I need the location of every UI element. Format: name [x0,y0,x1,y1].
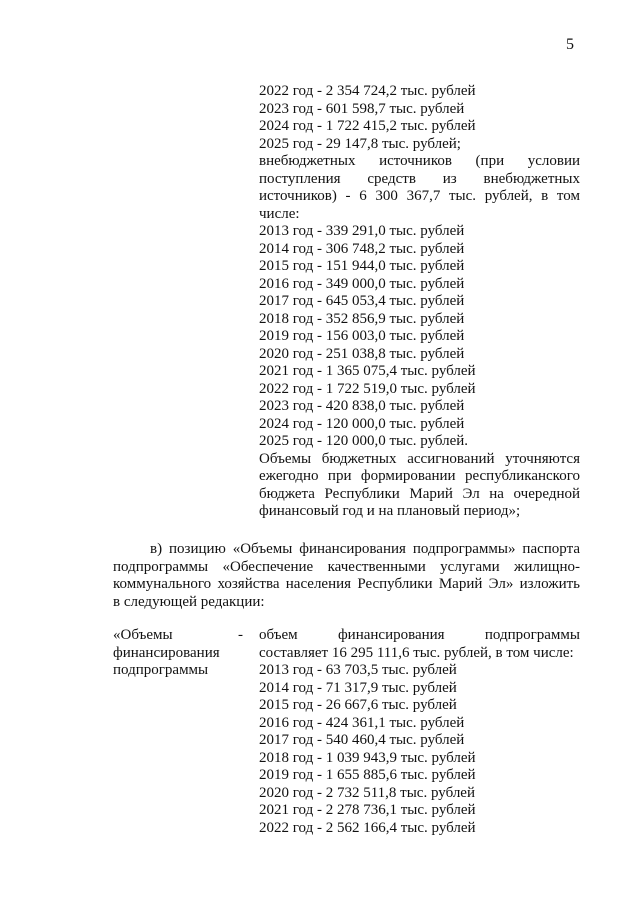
year-line: 2023 год - 601 598,7 тыс. рублей [259,100,465,117]
position-label [113,627,248,680]
page-number: 5 [566,36,574,53]
position-value [259,627,580,837]
paragraph-line: подпрограммы «Обеспечение качественными услугами жилищно- [113,558,580,575]
extrabudget-text-line: поступления средств из внебюджетных [259,170,580,187]
year-line: 2014 год - 71 317,9 тыс. рублей [259,679,457,696]
paragraph-v [113,541,580,611]
year-line: 2022 год - 1 722 519,0 тыс. рублей [259,380,476,397]
year-line: 2017 год - 540 460,4 тыс. рублей [259,732,465,748]
year-line: 2020 год - 2 732 511,8 тыс. рублей [259,784,475,801]
year-line: 2015 год - 151 944,0 тыс. рублей [259,258,465,274]
note-line: бюджета Республики Марий Эл на очередной [259,485,580,502]
year-line: 2017 год - 645 053,4 тыс. рублей [259,293,465,309]
year-line: 2025 год - 29 147,8 тыс. рублей; [259,135,461,152]
year-line: 2018 год - 352 856,9 тыс. рублей [259,310,465,327]
year-line: 2024 год - 120 000,0 тыс. рублей [259,415,465,432]
year-line: 2018 год - 1 039 943,9 тыс. рублей [259,749,476,766]
year-line: 2023 год - 420 838,0 тыс. рублей [259,398,465,414]
year-line: 2025 год - 120 000,0 тыс. рублей. [259,433,469,449]
top-funding-block [259,83,580,521]
paragraph-line: в) позицию «Объемы финансирования подпрограммы» паспорта [150,541,580,557]
year-line: 2013 год - 63 703,5 тыс. рублей [259,662,457,678]
year-line: 2019 год - 1 655 885,6 тыс. рублей [259,767,476,783]
value-line: составляет 16 295 111,6 тыс. рублей, в том числе: [259,644,574,661]
year-line: 2024 год - 1 722 415,2 тыс. рублей [259,118,476,134]
label-line: финансирования [113,644,220,661]
year-line: 2022 год - 2 354 724,2 тыс. рублей [259,83,476,99]
year-line: 2013 год - 339 291,0 тыс. рублей [259,223,465,239]
year-line: 2016 год - 349 000,0 тыс. рублей [259,275,465,292]
paragraph-line: коммунального хозяйства населения Республики Марий Эл» изложить [113,576,580,592]
year-line: 2019 год - 156 003,0 тыс. рублей [259,328,465,344]
year-line: 2021 год - 1 365 075,4 тыс. рублей [259,363,476,379]
extrabudget-text-line: источников) - 6 300 367,7 тыс. рублей, в том [259,188,580,204]
note-line: финансовый год и на плановый период»; [259,503,521,519]
year-line: 2022 год - 2 562 166,4 тыс. рублей [259,819,476,836]
note-line: Объемы бюджетных ассигнований уточняются [259,450,580,467]
year-line: 2014 год - 306 748,2 тыс. рублей [259,240,465,257]
year-line: 2021 год - 2 278 736,1 тыс. рублей [259,802,476,818]
extrabudget-text-line: числе: [259,205,300,222]
label-dash: - [238,627,243,643]
extrabudget-text-line: внебюджетных источников (при условии [259,153,580,169]
year-line: 2015 год - 26 667,6 тыс. рублей [259,697,457,713]
label-line: «Объемы [113,627,173,643]
year-line: 2020 год - 251 038,8 тыс. рублей [259,345,465,362]
paragraph-line: в следующей редакции: [113,593,265,610]
value-line: объем финансирования подпрограммы [259,627,580,643]
year-line: 2016 год - 424 361,1 тыс. рублей [259,714,465,731]
note-line: ежегодно при формировании республиканского [259,468,580,484]
label-line: подпрограммы [113,662,209,678]
